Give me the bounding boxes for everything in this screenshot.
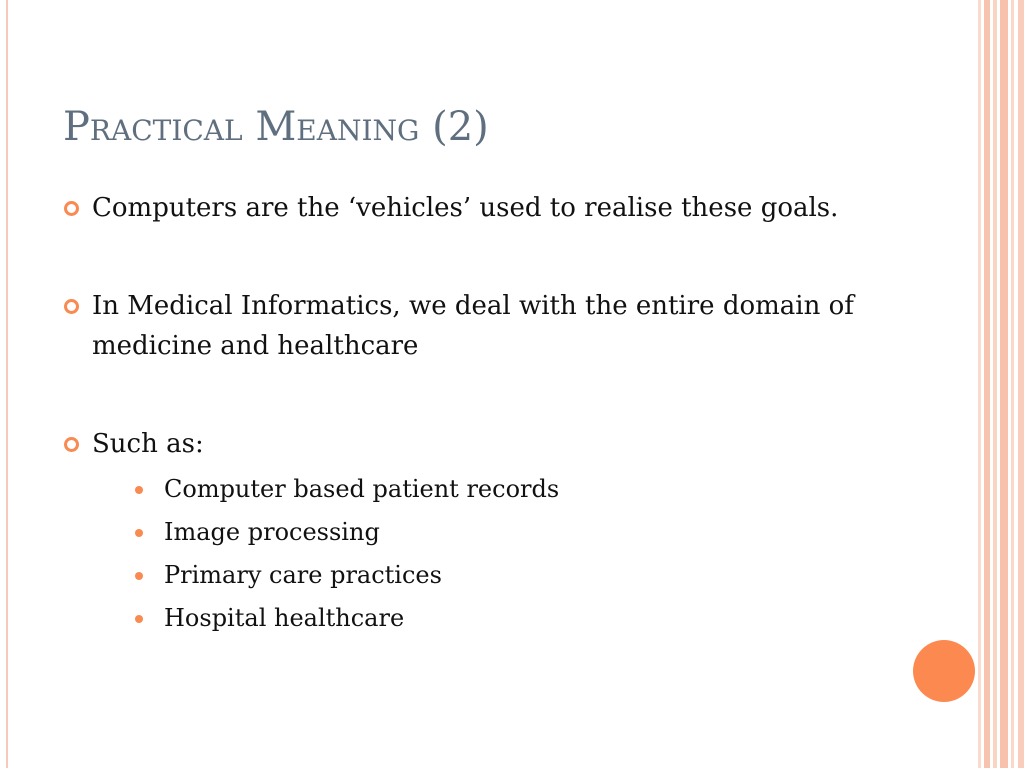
bullet-ring-icon	[64, 299, 79, 314]
sub-bullet-item	[132, 597, 882, 640]
sub-bullet-item	[132, 468, 882, 511]
sub-bullet-text: Primary care practices	[164, 561, 442, 589]
sub-bullet-item	[132, 511, 882, 554]
stripe	[1018, 0, 1024, 768]
stripe	[1011, 0, 1014, 768]
right-decorative-stripes	[978, 0, 1024, 768]
sub-bullet-text: Computer based patient records	[164, 475, 560, 503]
stripe	[993, 0, 997, 768]
stripe	[984, 0, 990, 768]
sub-bullet-text: Image processing	[164, 518, 380, 546]
sub-bullet-item	[132, 554, 882, 597]
stripe	[1000, 0, 1008, 768]
bullet-ring-icon	[64, 437, 79, 452]
bullet-item	[62, 286, 882, 366]
slide-title: Practical Meaning (2)	[63, 104, 489, 150]
bullet-text: In Medical Informatics, we deal with the entire domain of medicine and healthcare	[92, 291, 854, 361]
bullet-dot-icon	[135, 486, 143, 494]
bullet-item	[62, 424, 882, 640]
bullet-dot-icon	[135, 529, 143, 537]
bullet-dot-icon	[135, 615, 143, 623]
sub-bullet-list	[92, 468, 882, 640]
bullet-item	[62, 188, 882, 228]
stripe	[978, 0, 981, 768]
bullet-ring-icon	[64, 201, 79, 216]
left-border-line	[6, 0, 8, 768]
bullet-dot-icon	[135, 572, 143, 580]
bullet-text: Computers are the ‘vehicles’ used to realise these goals.	[92, 193, 839, 223]
bullet-text: Such as:	[92, 429, 204, 459]
decorative-circle	[913, 640, 975, 702]
slide-body	[62, 188, 882, 640]
sub-bullet-text: Hospital healthcare	[164, 604, 405, 632]
